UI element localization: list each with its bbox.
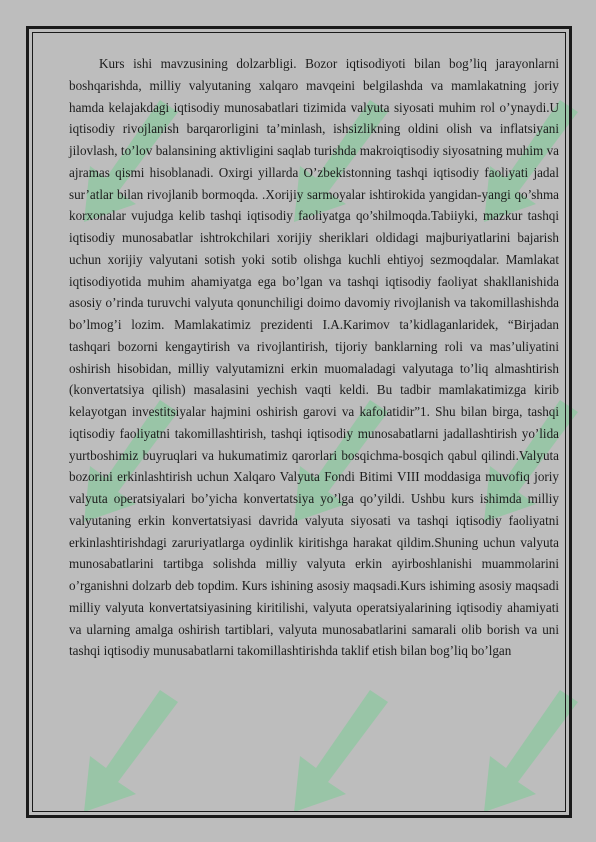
body-paragraph: Kurs ishi mavzusining dolzarbligi. Bozor iqtisodiyoti bilan bog’liq jarayonlarni boshqarishda, milliy valyutaning xalqaro mavqeini belgilashda va mamlakatning joriy hamda kelajakdagi iqtisodiy munosabatlari tizimida valyuta siyosati muhim rol o’ynaydi.U iqtisodiy rivojlanish barqarorligini ta’minlash, ishsizlikning oldini olish va inflatsiyani jilovlash, to’lov balansining aktivligini saqlab turishda makroiqtisodiy siyosatning muhim va ajramas qismi hisoblanadi. Oxirgi yillarda O’zbekistonning tashqi iqtisodiy faoliyati jadal sur’atlar bilan rivojlanib bormoqda. .Xorijiy sarmoyalar ishtirokida yangidan-yangi qo’shma korxonalar vujudga kelib tashqi iqtisodiy faoliyatga qo’shilmoqda.Tabiiyki, mazkur tashqi iqtisodiy munosabatlar ishtrokchilari xorijiy sheriklari oldidagi majburiyatlarini bajarish uchun xorijiy valyutani sotish yoki sotib olishga kuchli ehtiyoj sezmoqdalar. Mamlakat iqtisodiyotida muhim ahamiyatga ega bo’lgan va tashqi iqtisodiy faoliyat shakllanishida asosiy o’rinda turuvchi valyuta qonunchiligi doimo davomiy rivojlanish va takomillashishda bo’lmog’i lozim. Mamlakatimiz prezidenti I.A.Karimov ta’kidlaganlaridek, “Birjadan tashqari bozorni kengaytirish va rivojlantirish, tijoriy banklarning roli va mas’uliyatini oshirish hisobidan, milliy valyutamizni erkin muomaladagi valyutaga to’liq almashtirish (konvertatsiya qilish) masalasini yechish vaqti keldi. Bu tadbir mamlakatimizga kirib kelayotgan investitsiyalar hajmini oshirish garovi va kafolatidir”1. Shu bilan birga, tashqi iqtisodiy faoliyatni takomillashtirish, tashqi iqtisodiy munosabatlarni jadallashtirish yo’lida yurtboshimiz buyruqlari va hukumatimiz qarorlari bosqichma-bosqich qabul qilindi.Valyuta bozorini erkinlashtirish uchun Xalqaro Valyuta Fondi Bitimi VIII moddasiga muvofiq joriy valyuta operatsiyalari bo’yicha konvertatsiya yo’lga qo’yildi. Ushbu kurs ishimda milliy valyutaning erkin konvertatsiyasi davrida valyuta siyosati va tashqi iqtisodiy faoliyatni erkinlashtirishdagi zaruriyatlarga oydinlik kiritishga harakat qildim.Shuning uchun valyuta munosabatlarini tartibga solishda milliy valyuta erkin ayirboshlanishi muammolarini o’rganishni dolzarb deb topdim. Kurs ishining asosiy maqsadi.Kurs ishiming asosiy maqsadi milliy valyuta konvertatsiyasining kiritilishi, valyuta operatsiyalarining iqtisodiy ahamiyati va ularning amalga oshirish tartiblari, valyuta munosabatlarini samarali olib borish va uni tashqi iqtisodiy munusabatlarni takomillashtirishda taklif etish bilan bog’liq bo’lgan	[69, 56, 559, 659]
